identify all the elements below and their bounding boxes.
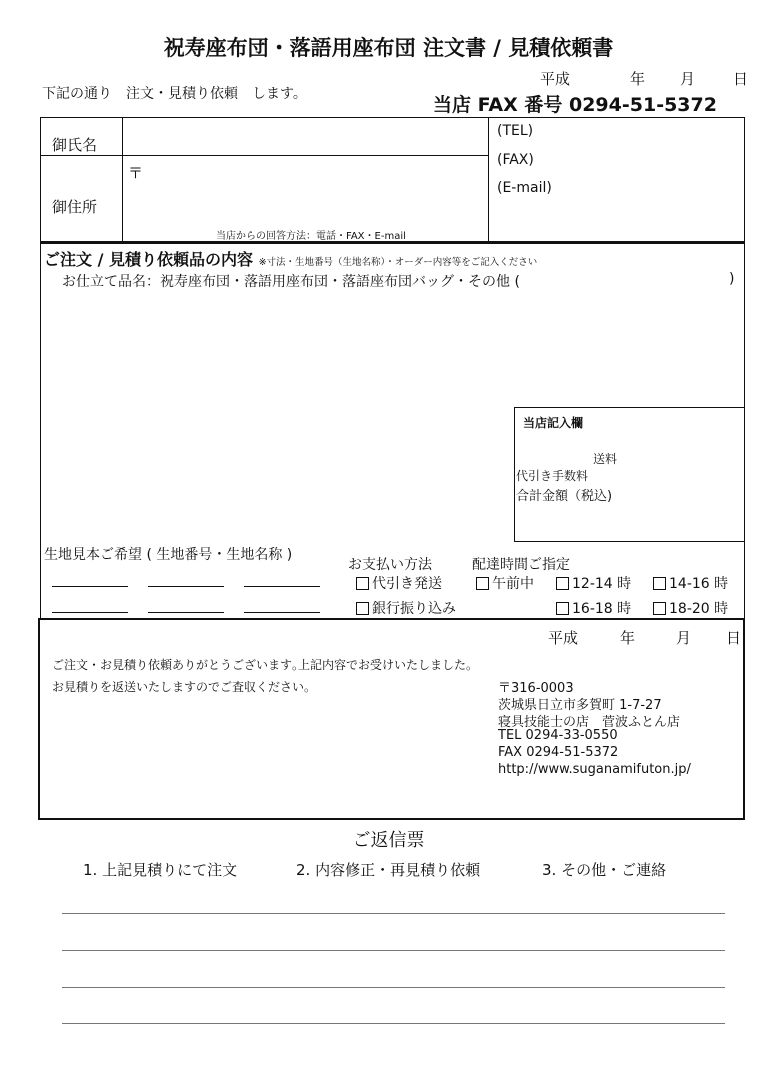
reply-thanks-text: ご注文・お見積り依頼ありがとうございます｡上記内容でお受けいたしました。	[52, 658, 479, 672]
fabric-blank-3[interactable]	[244, 586, 320, 587]
name-field[interactable]	[124, 119, 486, 153]
return-option-3[interactable]: 3. その他・ご連絡	[542, 861, 667, 879]
reply-method-text: 当店からの回答方法：電話・FAX・E-mail	[216, 231, 406, 242]
order-content-field[interactable]	[46, 295, 740, 400]
order-section-note: ※寸法・生地番号（生地名称）・オーダー内容等をご記入ください	[258, 257, 538, 268]
checkbox-icon[interactable]	[556, 577, 569, 590]
address-label: 御住所	[52, 198, 98, 216]
reply-line-3[interactable]	[62, 987, 725, 988]
time-14-16-option[interactable]: 14-16 時	[653, 573, 728, 593]
item-name-close: )	[729, 271, 735, 287]
postal-mark: 〒	[128, 164, 144, 182]
shop-postal-code: 〒316-0003	[498, 681, 574, 696]
fabric-blank-6[interactable]	[244, 612, 320, 613]
checkbox-icon[interactable]	[356, 602, 369, 615]
return-option-1[interactable]: 1. 上記見積りにて注文	[83, 861, 238, 879]
shop-url[interactable]: http://www.suganamifuton.jp/	[498, 762, 691, 777]
shop-use-title: 当店記入欄	[523, 416, 584, 430]
fabric-blank-4[interactable]	[52, 612, 128, 613]
email-field-label: (E-mail)	[497, 180, 552, 196]
intro-text: 下記の通り 注文・見積り依頼 します。	[42, 86, 307, 102]
date-era: 平成	[540, 70, 571, 88]
shipping-label: 送料	[593, 452, 618, 466]
reply-date-era: 平成	[548, 629, 579, 647]
reply-date-month: 月	[676, 629, 692, 647]
shop-fax-number: 当店 FAX 番号 0294-51-5372	[433, 94, 717, 116]
shop-address: 茨城県日立市多賀町 1-7-27	[498, 698, 662, 713]
reply-line-2[interactable]	[62, 950, 725, 951]
checkbox-icon[interactable]	[653, 577, 666, 590]
name-label: 御氏名	[52, 136, 98, 154]
order-section-title: ご注文 / 見積り依頼品の内容 ※寸法・生地番号（生地名称）・オーダー内容等をご記入ください	[44, 250, 538, 269]
time-morning-option[interactable]: 午前中	[476, 573, 534, 593]
checkbox-icon[interactable]	[556, 602, 569, 615]
fax-field-label: (FAX)	[497, 152, 534, 168]
item-name-line: お仕立て品名：祝寿座布団・落語用座布団・落語座布団バッグ・その他 (	[62, 274, 520, 290]
fabric-blank-5[interactable]	[148, 612, 224, 613]
shop-tel: TEL 0294-33-0550	[498, 728, 618, 743]
checkbox-icon[interactable]	[653, 602, 666, 615]
reply-date-year: 年	[620, 629, 636, 647]
fabric-blank-1[interactable]	[52, 586, 128, 587]
time-12-14-option[interactable]: 12-14 時	[556, 573, 631, 593]
reply-confirm-text: お見積りを返送いたしますのでご査収ください。	[52, 680, 317, 694]
total-label: 合計金額（税込)	[516, 489, 613, 504]
payment-bank-option[interactable]: 銀行振り込み	[356, 598, 456, 618]
reply-line-1[interactable]	[62, 913, 725, 914]
cod-fee-label: 代引き手数料	[516, 469, 589, 483]
shop-name: 寝具技能士の店 菅波ふとん店	[498, 715, 681, 730]
tel-field-label: (TEL)	[497, 123, 534, 139]
return-option-2[interactable]: 2. 内容修正・再見積り依頼	[296, 861, 481, 879]
time-18-20-option[interactable]: 18-20 時	[653, 598, 728, 618]
fabric-sample-label: 生地見本ご希望 ( 生地番号・生地名称 )	[44, 547, 293, 563]
time-16-18-option[interactable]: 16-18 時	[556, 598, 631, 618]
date-year: 年	[630, 70, 646, 88]
fabric-blank-2[interactable]	[148, 586, 224, 587]
reply-date-day: 日	[726, 629, 742, 647]
date-day: 日	[733, 70, 749, 88]
checkbox-icon[interactable]	[476, 577, 489, 590]
delivery-time-label: 配達時間ご指定	[472, 557, 570, 573]
address-field[interactable]	[124, 157, 486, 217]
return-slip-title: ご返信票	[352, 830, 425, 851]
date-month: 月	[680, 70, 696, 88]
payment-cod-option[interactable]: 代引き発送	[356, 573, 442, 593]
shop-fax: FAX 0294-51-5372	[498, 745, 619, 760]
reply-line-4[interactable]	[62, 1023, 725, 1024]
checkbox-icon[interactable]	[356, 577, 369, 590]
payment-method-label: お支払い方法	[348, 557, 432, 573]
form-title: 祝寿座布団・落語用座布団 注文書 / 見積依頼書	[163, 36, 614, 60]
